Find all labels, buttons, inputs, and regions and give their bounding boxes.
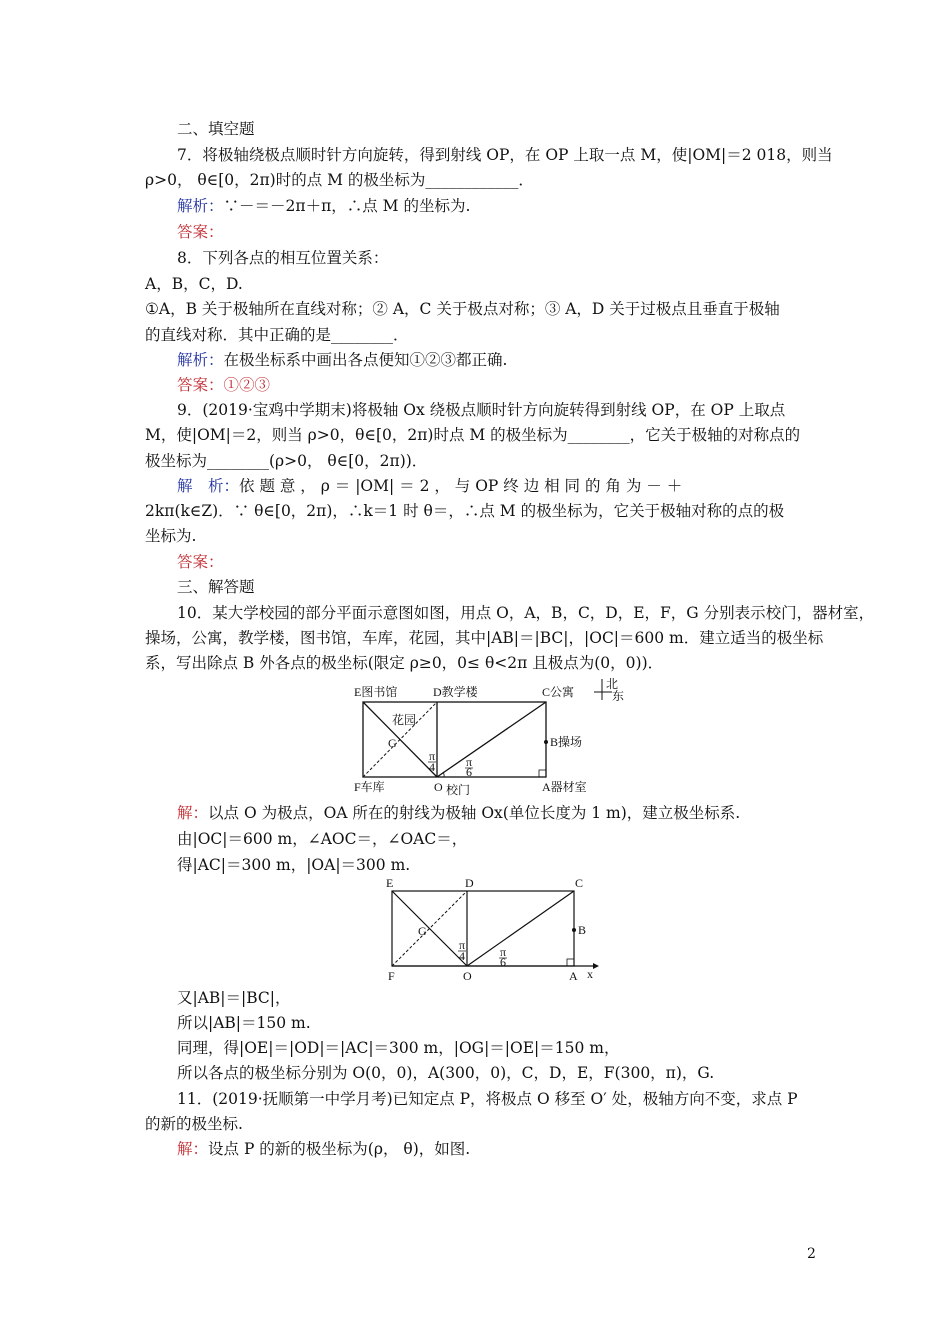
q7-line2: ρ>0， θ∈[0，2π)时的点 M 的极坐标为____________．: [145, 171, 534, 189]
geometry-figure: [380, 874, 600, 986]
label-f: F车库: [354, 780, 385, 794]
page-number: 2: [807, 1246, 816, 1262]
line-oc: [467, 891, 574, 966]
q7-analysis: [177, 196, 470, 216]
analysis-text: ∵－＝－2π＋π，∴点 M 的坐标为.: [223, 197, 471, 215]
q10-solution-3: 得|AC|＝300 m，|OA|＝300 m.: [177, 856, 411, 874]
q8-line2: A，B，C，D.: [145, 275, 243, 293]
solution-text: 设点 P 的新的极坐标为(ρ， θ)，如图.: [208, 1140, 471, 1158]
label-c: C公寓: [542, 685, 575, 699]
analysis-text: 依 题 意 ， ρ ＝ |OM| ＝ 2 ， 与 OP 终 边 相 同 的 角 为 － ＋: [239, 477, 683, 495]
analysis-label: 解析：: [177, 197, 224, 215]
angle-pi6-num: π: [466, 755, 473, 769]
q11-line2: 的新的极坐标.: [145, 1115, 243, 1133]
solution-text: 以点 O 为极点，OA 所在的射线为极轴 Ox(单位长度为 1 m)，建立极坐标系.: [208, 804, 741, 822]
angle-pi4-num: π: [459, 938, 466, 952]
label-o: O: [463, 969, 472, 983]
q7-line1: 7．将极轴绕极点顺时针方向旋转，得到射线 OP，在 OP 上取一点 M，使|OM|＝2 018，则当: [177, 146, 833, 164]
analysis-label: 解析：: [177, 351, 224, 369]
label-o: O: [434, 780, 443, 794]
label-g: G: [388, 736, 397, 750]
answer-label: 答案：: [177, 376, 224, 394]
label-g: G: [418, 924, 427, 938]
point-b: [572, 928, 576, 932]
q8-line4: 的直线对称．其中正确的是________．: [145, 326, 409, 344]
label-d: D教学楼: [433, 685, 478, 699]
angle-pi4-num: π: [429, 749, 436, 763]
label-a: A器材室: [542, 780, 587, 794]
q8-line3: ①A，B 关于极轴所在直线对称；② A，C 关于极点对称；③ A，D 关于过极点且垂直于极轴: [145, 300, 780, 318]
q9-line1: 9．(2019·宝鸡中学期末)将极轴 Ox 绕极点顺时针方向旋转得到射线 OP，在 OP 上取点: [177, 401, 786, 419]
label-b: B: [578, 923, 587, 937]
q8-analysis: [177, 350, 507, 370]
compass-north: 北: [606, 677, 619, 691]
q8-line1: 8．下列各点的相互位置关系：: [177, 249, 389, 267]
q9-line2: M，使|OM|＝2，则当 ρ>0，θ∈[0，2π)时点 M 的极坐标为________，它关于极轴的对称点的: [145, 426, 801, 444]
label-f: F: [388, 969, 395, 983]
analysis-text: 在极坐标系中画出各点便知①②③都正确.: [223, 351, 508, 369]
label-b: B操场: [550, 735, 583, 749]
section-heading-fill: 二、填空题: [177, 120, 255, 138]
angle-pi6-num: π: [500, 945, 507, 959]
label-d: D: [465, 876, 474, 890]
q7-answer-label: 答案：: [177, 223, 224, 241]
answer-text: ①②③: [223, 376, 271, 394]
label-e: E: [386, 876, 394, 890]
q9-answer-label: 答案：: [177, 553, 224, 571]
x-axis-arrow: [593, 963, 599, 969]
q11-solution-1: [177, 1139, 470, 1159]
map-line-oc: [437, 702, 546, 777]
angle-pi4-den: 4: [429, 760, 435, 774]
q9-analysis-2: 2kπ(k∈Z)．∵ θ∈[0，2π)，∴k＝1 时 θ＝，∴点 M 的极坐标为，它关于极轴对称的点的极: [145, 502, 785, 520]
solution-label: 解：: [177, 804, 209, 822]
label-garden: 花园: [392, 713, 417, 727]
label-e: E图书馆: [354, 685, 398, 699]
angle-pi4-den: 4: [459, 949, 465, 963]
q10-line2: 操场，公寓，教学楼，图书馆，车库，花园，其中|AB|＝|BC|，|OC|＝600 m．建立适当的极坐标: [145, 629, 824, 647]
label-c: C: [575, 876, 584, 890]
compass-east: 东: [612, 689, 625, 703]
campus-map-figure: [340, 674, 640, 800]
angle-pi6-den: 6: [466, 765, 472, 779]
section-heading-solve: 三、解答题: [177, 578, 255, 596]
label-a: A: [569, 969, 578, 983]
right-angle-mark: [567, 959, 574, 966]
q10-line3: 系，写出除点 B 外各点的极坐标(限定 ρ≥0，0≤ θ<2π 且极点为(0，0))．: [145, 654, 664, 672]
q10-solution-1: [177, 803, 740, 823]
label-gate: 校门: [446, 783, 471, 797]
q10-solution-7: 所以各点的极坐标分别为 O(0，0)，A(300，0)，C，D，E，F(300，π)，G.: [177, 1064, 715, 1082]
q9-analysis-1: [177, 476, 682, 496]
solution-label: 解：: [177, 1140, 209, 1158]
angle-pi6-den: 6: [500, 955, 506, 969]
analysis-label: 解 析：: [177, 477, 240, 495]
q10-solution-4: 又|AB|＝|BC|，: [177, 989, 291, 1007]
q9-analysis-3: 坐标为.: [145, 527, 197, 545]
q8-answer: [177, 375, 270, 395]
point-b: [544, 740, 548, 744]
q10-solution-5: 所以|AB|＝150 m.: [177, 1014, 311, 1032]
q10-solution-6: 同理，得|OE|＝|OD|＝|AC|＝300 m，|OG|＝|OE|＝150 m，: [177, 1039, 620, 1057]
q10-line1: 10．某大学校园的部分平面示意图如图，用点 O，A，B，C，D，E，F，G 分别表示校门，器材室，: [177, 604, 875, 622]
q11-line1: 11．(2019·抚顺第一中学月考)已知定点 P，将极点 O 移至 O′ 处，极轴方向不变，求点 P: [177, 1090, 798, 1108]
label-x: x: [587, 967, 593, 981]
q10-solution-2: 由|OC|＝600 m，∠AOC＝，∠OAC＝，: [177, 830, 468, 848]
right-angle-mark: [539, 770, 546, 777]
q9-line3: 极坐标为________(ρ>0， θ∈[0，2π))．: [145, 452, 428, 470]
